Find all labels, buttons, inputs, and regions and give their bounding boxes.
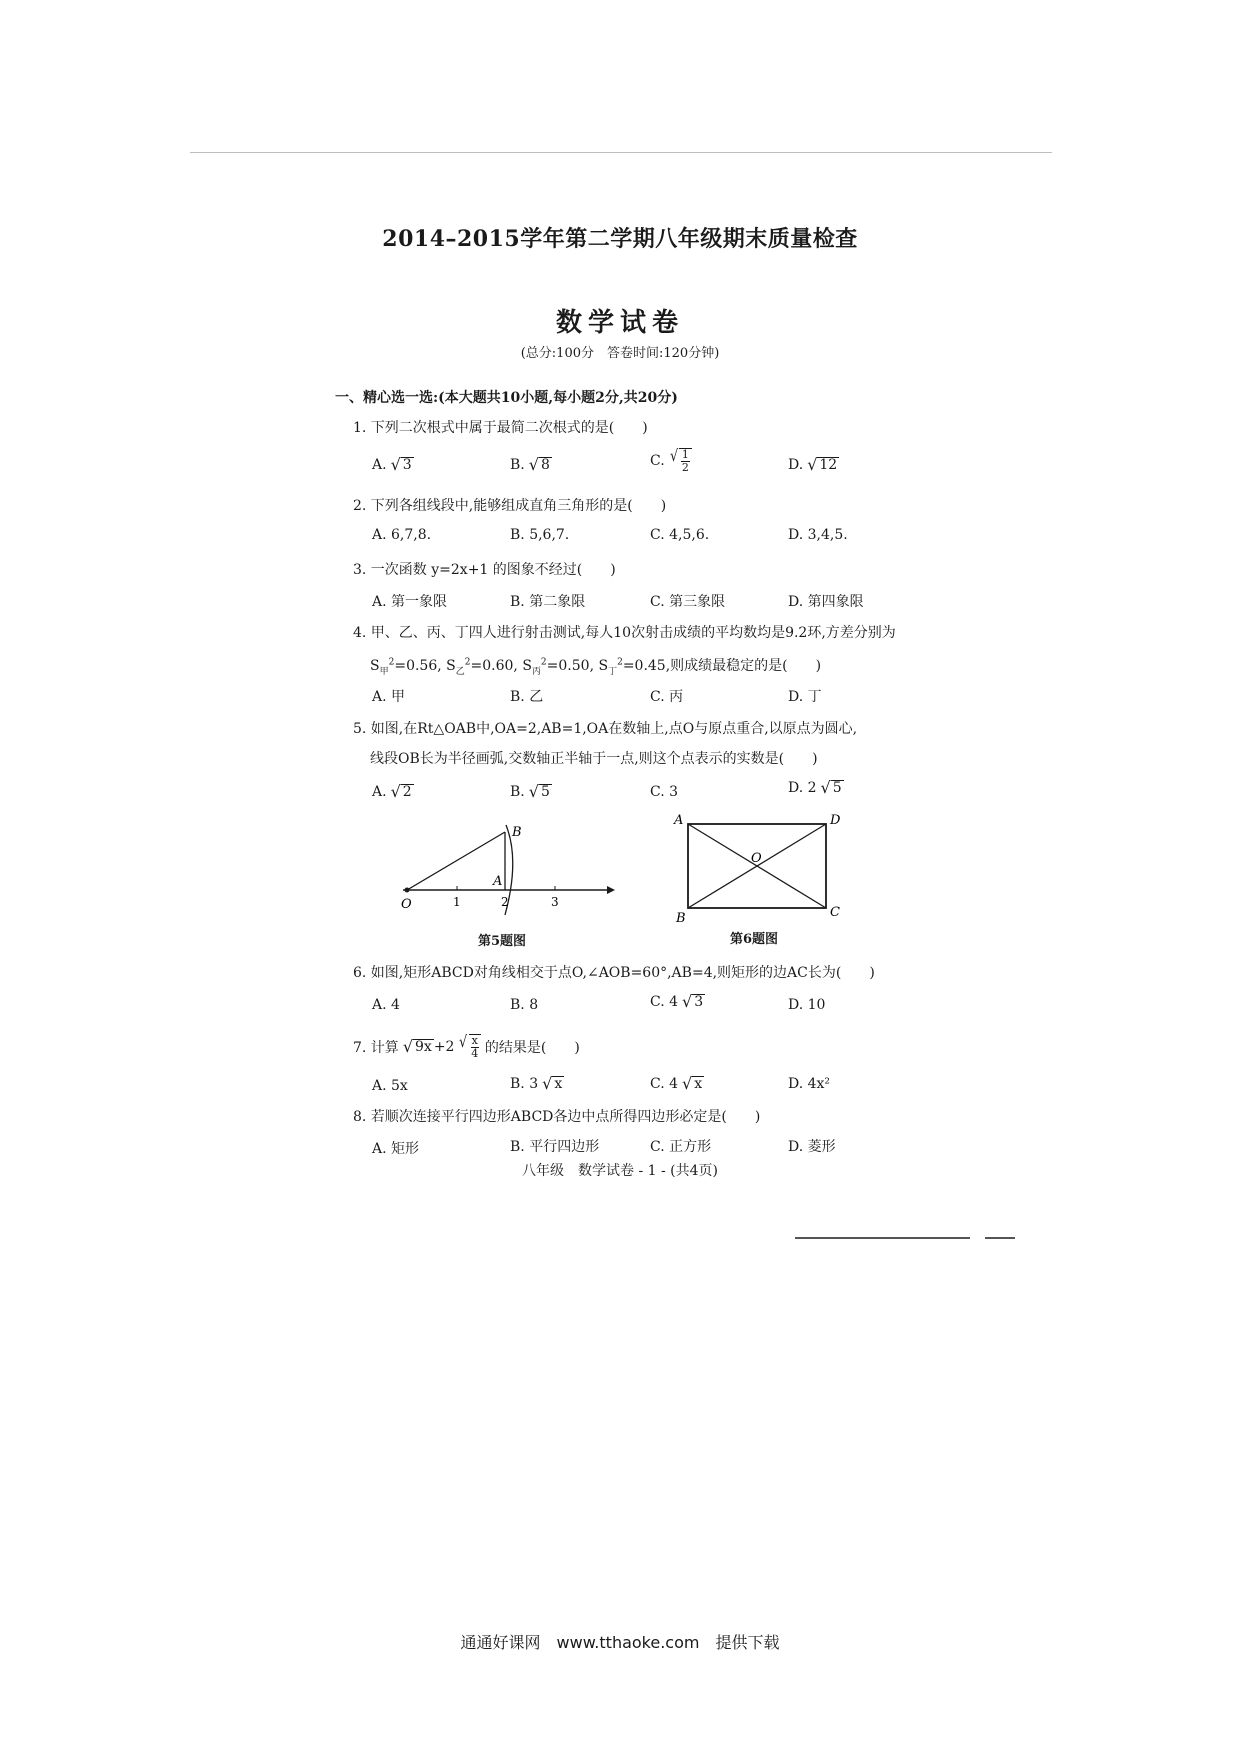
q1-option-b: B. √ 8 xyxy=(510,455,550,474)
question-2-stem: 2. 下列各组线段中,能够组成直角三角形的是( ) xyxy=(353,498,667,514)
exam-subtitle: 数学试卷 xyxy=(555,308,684,338)
q4-option-c: C. 丙 xyxy=(650,689,684,705)
q8-option-d: D. 菱形 xyxy=(788,1139,836,1155)
question-8-stem: 8. 若顺次连接平行四边形ABCD各边中点所得四边形必定是( ) xyxy=(353,1109,761,1125)
label-o: O xyxy=(751,851,762,866)
q8-option-c: C. 正方形 xyxy=(650,1139,712,1155)
label-o: O xyxy=(401,897,412,912)
q7-option-a: A. 5x xyxy=(372,1078,408,1094)
q5-option-c: C. 3 xyxy=(650,784,679,800)
q7-option-d: D. 4x² xyxy=(788,1076,831,1092)
q6-option-c: C. 4 √ 3 xyxy=(650,992,704,1011)
question-6-stem: 6. 如图,矩形ABCD对角线相交于点O,∠AOB=60°,AB=4,则矩形的边AC长为( ) xyxy=(353,965,875,981)
q7-option-b: B. 3 √ x xyxy=(510,1074,563,1093)
figure-5-caption: 第5题图 xyxy=(478,934,527,949)
label-a: A xyxy=(493,874,503,889)
q7-option-c: C. 4 √ x xyxy=(650,1074,703,1093)
q8-option-a: A. 矩形 xyxy=(372,1141,420,1157)
label-b: B xyxy=(512,825,522,840)
q8-option-b: B. 平行四边形 xyxy=(510,1139,600,1155)
q4-option-a: A. 甲 xyxy=(372,689,406,705)
exam-info: (总分:100分 答卷时间:120分钟) xyxy=(520,346,720,361)
figure-6-caption: 第6题图 xyxy=(730,932,779,947)
label-d: D xyxy=(830,813,841,828)
tick-label-2: 2 xyxy=(501,895,509,909)
q5-option-d: D. 2 √ 5 xyxy=(788,778,842,797)
q1-option-a: A. √ 3 xyxy=(372,455,412,474)
label-b: B xyxy=(676,911,686,925)
tick-label-3: 3 xyxy=(551,895,559,909)
question-4-stem: 4. 甲、乙、丙、丁四人进行射击测试,每人10次射击成绩的平均数均是9.2环,方差分别为 xyxy=(353,625,896,641)
q2-option-a: A. 6,7,8. xyxy=(372,527,432,543)
q1-option-d: D. √ 12 xyxy=(788,455,838,474)
label-a: A xyxy=(674,813,684,828)
figure-6 xyxy=(670,810,850,925)
top-divider xyxy=(190,152,1052,153)
q4-option-d: D. 丁 xyxy=(788,689,822,705)
point-o xyxy=(405,888,410,893)
page-footer: 八年级 数学试卷 - 1 - (共4页) xyxy=(522,1163,718,1179)
question-7-stem: 7. 计算 √ 9x +2 √ $\frac{x}{4}$ 的结果是( ) xyxy=(353,1032,580,1061)
q5-option-b: B. √ 5 xyxy=(510,782,550,801)
figure-5 xyxy=(385,815,625,925)
q4-option-b: B. 乙 xyxy=(510,689,544,705)
q6-option-d: D. 10 xyxy=(788,997,826,1013)
exam-title: 2014–2015学年第二学期八年级期末质量检查 xyxy=(382,226,858,252)
q5-option-a: A. √ 2 xyxy=(372,782,412,801)
q3-option-a: A. 第一象限 xyxy=(372,594,448,610)
tick-label-1: 1 xyxy=(453,895,461,909)
segment-ob xyxy=(407,832,505,890)
q2-option-b: B. 5,6,7. xyxy=(510,527,570,543)
q1-option-c: C. √ $\frac{1}{2}$ xyxy=(650,448,692,474)
section-heading: 一、精心选一选:(本大题共10小题,每小题2分,共20分) xyxy=(335,390,678,406)
question-5-stem-line2: 线段OB长为半径画弧,交数轴正半轴于一点,则这个点表示的实数是( ) xyxy=(370,751,818,767)
q3-option-b: B. 第二象限 xyxy=(510,594,586,610)
bottom-divider xyxy=(795,1237,970,1239)
q6-option-a: A. 4 xyxy=(372,997,400,1013)
question-5-stem-line1: 5. 如图,在Rt△OAB中,OA=2,AB=1,OA在数轴上,点O与原点重合,以原点为圆心, xyxy=(353,721,858,737)
q3-option-d: D. 第四象限 xyxy=(788,594,864,610)
bottom-divider-short xyxy=(985,1237,1015,1239)
q2-option-d: D. 3,4,5. xyxy=(788,527,848,543)
axis-arrow xyxy=(607,886,615,894)
question-1-stem: 1. 下列二次根式中属于最简二次根式的是( ) xyxy=(353,420,648,436)
q2-option-c: C. 4,5,6. xyxy=(650,527,710,543)
question-4-variances: $S_甲^2=0.56$, $S_乙^2=0.60$, $S_丙^2=0.50$, $S_丁^2=0.45$,则成绩最稳定的是( ) xyxy=(370,657,822,677)
question-3-stem: 3. 一次函数 y=2x+1 的图象不经过( ) xyxy=(353,562,616,578)
watermark: 通通好课网 www.tthaoke.com 提供下载 xyxy=(460,1633,780,1652)
q6-option-b: B. 8 xyxy=(510,997,539,1013)
label-c: C xyxy=(830,905,840,920)
q3-option-c: C. 第三象限 xyxy=(650,594,726,610)
